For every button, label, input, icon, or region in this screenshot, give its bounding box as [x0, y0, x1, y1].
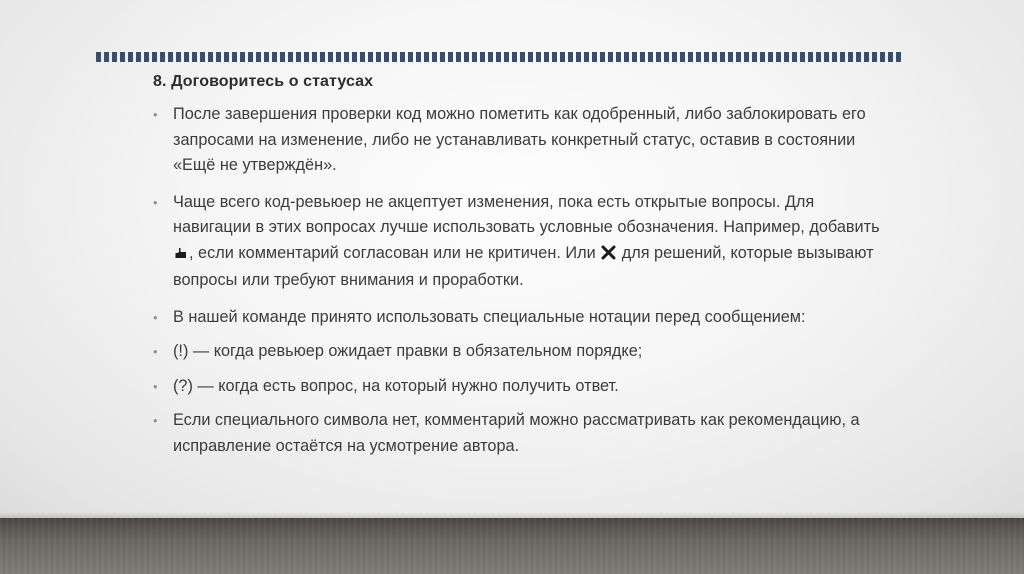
bullet-marker: • [153, 378, 158, 394]
list-item-text: для решений, которые вызывают вопросы или требуют внимания и проработки. [173, 243, 874, 289]
list-item [153, 102, 893, 179]
cross-mark-icon [601, 243, 616, 269]
floor-strip [0, 518, 1024, 574]
bullet-marker: • [153, 309, 158, 325]
decorative-stripe [96, 52, 902, 62]
slide-title: 8. Договоритесь о статусах [153, 73, 374, 90]
list-item-text: , если комментарий согласован или не критичен. Или [189, 243, 601, 262]
list-item [153, 305, 893, 331]
list-item-text: Если специального символа нет, комментарий можно рассматривать как рекомендацию, а исправление остаётся на усмотрение автора. [173, 411, 860, 455]
list-item-text: В нашей команде принято использовать специальные нотации перед сообщением: [173, 307, 806, 326]
list-item-text: (?) — когда есть вопрос, на который нужно получить ответ. [173, 376, 619, 395]
bullet-list [153, 102, 893, 470]
bullet-marker: • [153, 194, 158, 210]
bullet-marker: • [153, 107, 158, 122]
bullet-marker: • [153, 344, 158, 359]
list-item-text: После завершения проверки код можно пометить как одобренный, либо заблокировать его запросами на изменение, либо не устанавливать конкретный статус, оставив в состоянии «Ещё не утверждён». [173, 105, 866, 174]
list-item [153, 374, 893, 400]
list-item-text: Чаще всего код-ревьюер не акцептует изменения, пока есть открытые вопросы. Для навигации в этих вопросах лучше использовать условные обозначения. Например, добавить [173, 192, 880, 236]
list-item [153, 339, 893, 365]
list-item [153, 190, 893, 294]
thumbs-up-icon [174, 243, 188, 269]
bullet-marker: • [153, 413, 158, 428]
list-item-text: (!) — когда ревьюер ожидает правки в обязательном порядке; [173, 342, 643, 360]
list-item [153, 408, 893, 459]
